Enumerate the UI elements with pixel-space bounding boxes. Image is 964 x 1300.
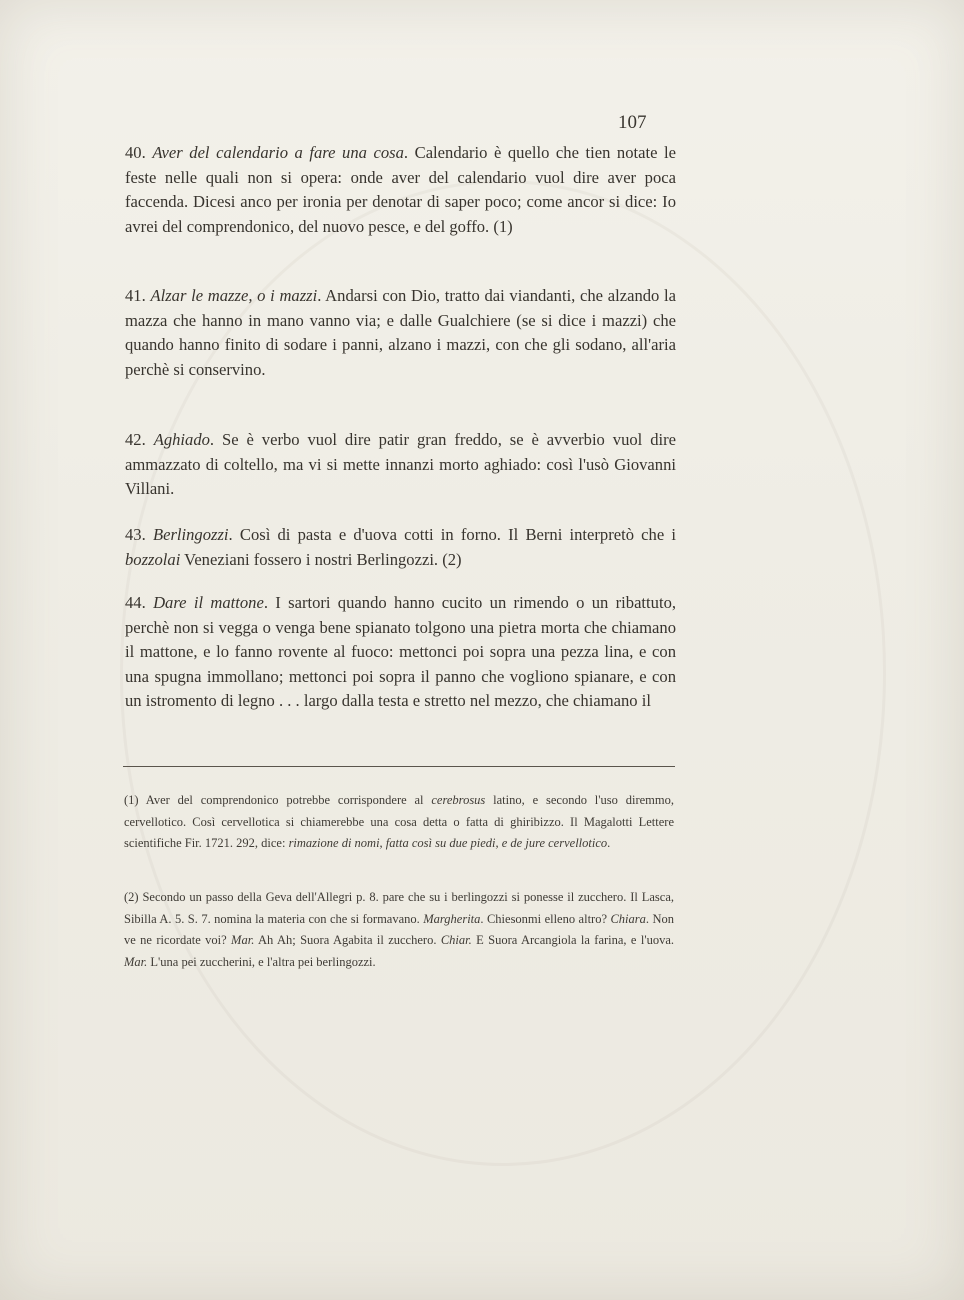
footnote-divider	[123, 766, 675, 767]
footnote-text: latino, e secondo l'uso diremmo, cervellotico. Così cervellotica si chiamerebbe una cosa detta o fatta di ghiribizzo. Il Magalotti Lettere scientifiche Fir. 1721. 292, dice:	[124, 793, 674, 850]
entry-number: 41.	[125, 286, 146, 305]
entry-number: 43.	[125, 525, 146, 544]
footnote-text: Ah Ah; Suora Agabita il zucchero.	[254, 933, 441, 947]
entry-42	[125, 428, 676, 502]
entry-text: . Così di pasta e d'uova cotti in forno. Il Berni interpretò che i	[228, 525, 676, 544]
entry-43	[125, 523, 676, 572]
entry-text: . Se è verbo vuol dire patir gran freddo, se è avverbio vuol dire ammazzato di coltello, ma vi si mette innanzi morto aghiado: così l'usò Giovanni Villani.	[125, 430, 676, 499]
footnote-text: . Chiesonmi elleno altro?	[480, 911, 611, 926]
entry-text: . I sartori quando hanno cucito un rimendo o un ribattuto, perchè non si vegga o venga bene spianato tolgono una pietra morta che chiamano il mattone, e lo fanno rovente al fuoco: mettonci poi sopra una pezza lina, e con una spugna immollano; mettonci poi sopra il panno che vogliono spianare, e con un istromento di legno . . . largo dalla testa e stretto nel mezzo, che chiamano il	[125, 593, 677, 711]
entry-number: 42.	[125, 430, 146, 449]
footnote-italic: cerebrosus	[431, 793, 486, 807]
footnote-italic: Chiar.	[440, 933, 472, 947]
entry-heading: Berlingozzi	[152, 525, 229, 544]
footnote-text: E Suora Arcangiola la farina, e l'uova.	[471, 933, 674, 947]
footnote-text: .	[607, 836, 611, 850]
footnote-text: (1) Aver del comprendonico potrebbe corrispondere al	[124, 793, 432, 807]
entry-heading: Alzar le mazze, o i mazzi	[150, 286, 318, 305]
entry-number: 40.	[125, 143, 146, 162]
footnote-italic: Mar.	[124, 954, 148, 969]
entry-44	[125, 591, 676, 714]
footnote-italic: Mar.	[231, 933, 255, 947]
entry-text: . Andarsi con Dio, tratto dai viandanti, che alzando la mazza che hanno in mano vanno via; e dalle Gualchiere (se si dice i mazzi) che quando hanno finito di sodare i panni, alzano i mazzi, con che gli sodano, all'aria perchè si conservino.	[125, 286, 676, 379]
footnote-text: . Non ve ne ricordate voi?	[124, 911, 674, 947]
footnote-italic: rimazione di nomi, fatta così su due piedi, e de jure cervellotico	[288, 836, 608, 850]
footnote-2	[124, 887, 674, 973]
entry-heading: Dare il mattone	[153, 593, 264, 612]
page-number: 107	[618, 112, 647, 133]
footnote-italic: Margherita	[423, 911, 481, 926]
entry-text: Veneziani fossero i nostri Berlingozzi. (2)	[180, 549, 462, 569]
footnote-text: (2) Secondo un passo della Geva dell'Allegri p. 8. pare che su i berlingozzi si ponesse il zucchero. Il Lasca, Sibilla A. 5. S. 7. nomina la materia con che si formavano.	[124, 890, 674, 926]
entry-40	[125, 141, 676, 239]
entry-heading: Aver del calendario a fare una cosa	[152, 143, 404, 162]
entry-number: 44.	[125, 593, 146, 612]
footnote-italic: Chiara	[610, 911, 646, 926]
footnote-text: L'una pei zuccherini, e l'altra pei berlingozzi.	[147, 954, 376, 969]
entry-heading: Aghiado	[153, 430, 210, 449]
entry-41	[125, 284, 676, 382]
entry-italic-term: bozzolai	[125, 549, 181, 569]
footnote-1	[124, 790, 674, 855]
entry-text: . Calendario è quello che tien notate le feste nelle quali non si opera: onde aver del calendario vuol dire aver poca faccenda. Dicesi anco per ironia per denotar di saper poco; come ancor si dice: Io avrei del comprendonico, del nuovo pesce, e del goffo. (1)	[125, 143, 677, 236]
